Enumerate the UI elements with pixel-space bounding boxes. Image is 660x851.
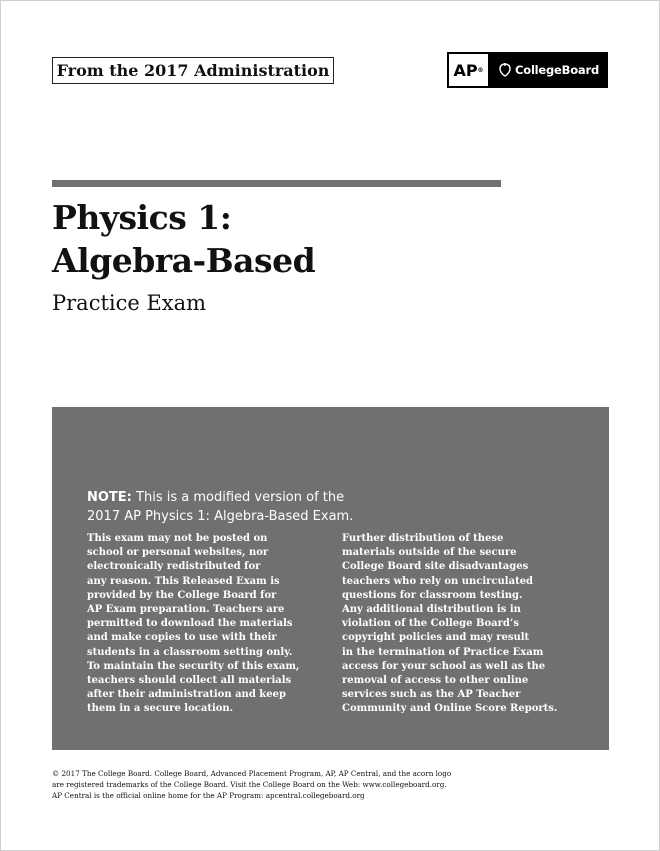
note-text-line: services such as the AP Teacher bbox=[342, 689, 521, 701]
administration-label-text: From the 2017 Administration bbox=[56, 61, 330, 80]
note-text-line: access for your school as well as the bbox=[342, 660, 546, 672]
note-text-line: them in a secure location. bbox=[87, 703, 234, 715]
collegeboard-logo bbox=[490, 52, 608, 88]
note-right-column bbox=[342, 532, 592, 717]
note-heading bbox=[87, 488, 567, 526]
note-text-line: violation of the College Board’s bbox=[342, 618, 519, 630]
ap-logo bbox=[447, 52, 490, 88]
note-text-line: Community and Online Score Reports. bbox=[342, 703, 558, 715]
ap-logo-text: AP bbox=[453, 60, 478, 80]
copyright-footer bbox=[52, 768, 612, 801]
note-text-line: in the termination of Practice Exam bbox=[342, 646, 544, 658]
footer-line-3: AP Central is the official online home for the AP Program: apcentral.collegeboard.org bbox=[52, 791, 365, 800]
ap-logo-mark: ® bbox=[477, 66, 484, 74]
note-text-line: teachers should collect all materials bbox=[87, 675, 292, 687]
exam-title-line-2: Algebra-Based bbox=[52, 241, 316, 280]
note-text-line: removal of access to other online bbox=[342, 675, 529, 687]
note-text-line: copyright policies and may result bbox=[342, 632, 530, 644]
note-left-column bbox=[87, 532, 327, 717]
note-text-line: school or personal websites, nor bbox=[87, 547, 269, 559]
exam-title-line-1: Physics 1: bbox=[52, 198, 232, 237]
ap-collegeboard-logo bbox=[447, 52, 608, 88]
collegeboard-logo-text: CollegeBoard bbox=[515, 63, 599, 77]
note-text-line: This exam may not be posted on bbox=[87, 533, 268, 544]
note-text-line: teachers who rely on uncirculated bbox=[342, 575, 534, 587]
footer-line-1: © 2017 The College Board. College Board, Advanced Placement Program, AP, AP Central, and the acorn logo bbox=[52, 769, 452, 778]
note-panel bbox=[52, 407, 609, 750]
note-text-line: questions for classroom testing. bbox=[342, 589, 523, 601]
exam-subtitle: Practice Exam bbox=[52, 291, 207, 315]
note-text-line: and make copies to use with their bbox=[87, 632, 277, 644]
note-text-line: College Board site disadvantages bbox=[342, 561, 529, 573]
note-text-line: provided by the College Board for bbox=[87, 589, 277, 601]
note-text-line: materials outside of the secure bbox=[342, 547, 517, 559]
note-label: NOTE: bbox=[87, 490, 132, 505]
administration-label bbox=[52, 57, 334, 84]
footer-line-2: are registered trademarks of the College Board. Visit the College Board on the Web: www.collegeboard.org. bbox=[52, 780, 447, 789]
note-text-line: To maintain the security of this exam, bbox=[87, 660, 300, 672]
note-text-line: Further distribution of these bbox=[342, 533, 504, 544]
acorn-icon bbox=[499, 63, 511, 77]
note-heading-line-1 bbox=[87, 488, 567, 507]
note-text-line: electronically redistributed for bbox=[87, 561, 261, 573]
note-heading-text-1: This is a modified version of the bbox=[131, 490, 345, 505]
note-text-line: AP Exam preparation. Teachers are bbox=[87, 604, 285, 616]
note-text-line: students in a classroom setting only. bbox=[87, 646, 293, 658]
note-text-line: any reason. This Released Exam is bbox=[87, 575, 280, 587]
note-text-line: Any additional distribution is in bbox=[342, 604, 521, 616]
note-heading-line-2: 2017 AP Physics 1: Algebra-Based Exam. bbox=[87, 509, 354, 524]
note-text-line: after their administration and keep bbox=[87, 689, 286, 701]
note-text-line: permitted to download the materials bbox=[87, 618, 293, 630]
title-bar bbox=[52, 180, 501, 187]
